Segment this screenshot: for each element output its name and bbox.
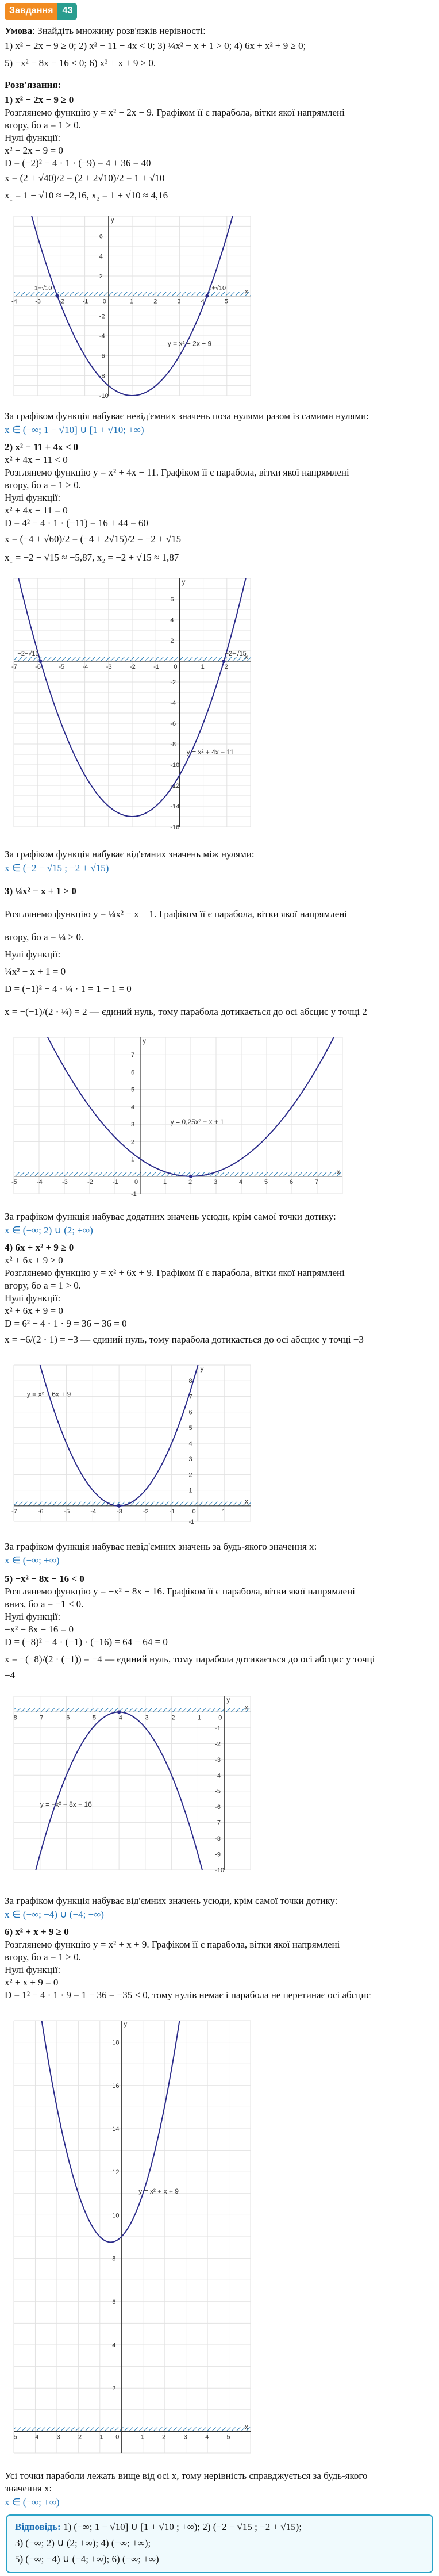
y-tick-label: -2	[215, 1741, 221, 1748]
part4-text: Розглянемо функцію y = x² + 6x + 9. Графіком її є парабола, вітки якої напрямлені	[5, 1267, 345, 1278]
x-tick-label: 3	[214, 1178, 218, 1186]
y-tick-label: -4	[99, 333, 105, 340]
x-tick-label: -5	[90, 1714, 97, 1722]
y-tick-label: 6	[131, 1069, 135, 1076]
answer-label: Відповідь:	[15, 2521, 61, 2532]
y-tick-label: 4	[170, 617, 174, 624]
y-axis-label: y	[182, 578, 186, 586]
zero-label: −2−√15	[17, 650, 39, 657]
part5-text: вниз, бо a = −1 < 0.	[5, 1598, 84, 1609]
zero-point	[222, 660, 226, 663]
y-axis-label: y	[226, 1696, 230, 1704]
x-axis-label: x	[245, 1703, 248, 1712]
zero-point	[117, 1504, 121, 1508]
function-label: y = x² + x + 9	[138, 2187, 179, 2195]
y-tick-label: -1	[215, 1724, 221, 1732]
part4-text: вгору, бо a = 1 > 0.	[5, 1280, 82, 1291]
part6-conclusion-cont: значення x:	[5, 2483, 52, 2494]
x-tick-label: -3	[106, 664, 112, 670]
x-tick-label: -3	[54, 2433, 60, 2441]
part1-answer: x ∈ (−∞; 1 − √10] ∪ [1 + √10; +∞)	[5, 424, 144, 435]
x-tick-label: 4	[201, 298, 205, 305]
x-tick-label: 2	[188, 1178, 192, 1186]
part5-root-cont: −4	[5, 1670, 16, 1681]
y-axis-label: y	[143, 1037, 146, 1045]
x-tick-label: 1	[222, 1508, 226, 1515]
x-tick-label: -1	[113, 1178, 118, 1186]
x-tick-label: -4	[33, 2433, 39, 2441]
y-tick-label: 2	[131, 1138, 135, 1146]
parabola	[14, 1029, 342, 1176]
x-tick-label: 2	[162, 2433, 166, 2441]
x-tick-label: -1	[82, 298, 88, 305]
x-tick-label: -6	[35, 664, 41, 670]
y-tick-label: -8	[99, 373, 105, 380]
y-tick-label: 6	[188, 1409, 192, 1416]
part6-discriminant: D = 1² − 4 · 1 · 9 = 1 − 36 = −35 < 0, тому нулів немає і парабола не перетинає осі абсцис	[5, 1989, 371, 2000]
part4-text: x² + 6x + 9 ≥ 0	[5, 1255, 63, 1266]
y-tick-label: -6	[170, 720, 176, 727]
y-tick-label: -16	[170, 824, 180, 831]
x-tick-label: -3	[117, 1508, 122, 1515]
x-tick-label: 2	[224, 664, 228, 670]
x-tick-label: -4	[82, 664, 88, 670]
part3-text: Розглянемо функцію y = ¼x² − x + 1. Графіком її є парабола, вітки якої напрямлені	[5, 908, 348, 919]
condition-line1: 1) x² − 2x − 9 ≥ 0; 2) x² − 11 + 4x < 0; 3) ¼x² − x + 1 > 0; 4) 6x + x² + 9 ≥ 0;	[5, 40, 306, 51]
y-tick-label: 2	[170, 638, 174, 645]
part3-discriminant: D = (−1)² − 4 · ¼ · 1 = 1 − 1 = 0	[5, 983, 132, 994]
x-tick-label: -3	[62, 1178, 68, 1186]
part5-answer: x ∈ (−∞; −4) ∪ (−4; +∞)	[5, 1909, 104, 1920]
zero-point	[117, 1710, 121, 1713]
graph-6	[6, 2012, 259, 2461]
y-tick-label: 4	[188, 1440, 192, 1447]
part2-answer: x ∈ (−2 − √15 ; −2 + √15)	[5, 862, 109, 873]
graph-1	[6, 208, 259, 404]
x-tick-label: -6	[37, 1508, 44, 1515]
x-tick-label: 5	[226, 2433, 230, 2441]
zero-point	[189, 1175, 192, 1178]
part5-equation: −x² − 8x − 16 = 0	[5, 1624, 74, 1635]
y-tick-label: 7	[188, 1393, 192, 1401]
part1-discriminant: D = (−2)² − 4 · 1 · (−9) = 4 + 36 = 40	[5, 158, 151, 168]
function-label: y = x² + 6x + 9	[26, 1390, 71, 1398]
x-tick-label: 5	[224, 298, 228, 305]
answer-box	[6, 2514, 433, 2573]
part6-title: 6) x² + x + 9 ≥ 0	[5, 1926, 69, 1937]
y-tick-label: 2	[188, 1471, 192, 1479]
y-tick-label: 5	[188, 1424, 192, 1432]
x-tick-label: 1	[163, 1178, 167, 1186]
y-tick-label: 8	[188, 1378, 192, 1385]
part1-roots: x = (2 ± √40)/2 = (2 ± 2√10)/2 = 1 ± √10	[5, 172, 165, 183]
x-tick-label: -4	[117, 1714, 122, 1722]
hatch-band	[14, 2427, 251, 2431]
x-tick-label: -7	[11, 664, 17, 670]
y-tick-label: 3	[188, 1456, 192, 1463]
x-tick-label: -2	[143, 1508, 149, 1515]
graph-5	[6, 1688, 259, 1878]
part2-roots-approx: x₁ = −2 − √15 ≈ −5,87, x₂ = −2 + √15 ≈ 1,87	[5, 552, 179, 563]
function-label: y = x² + 4x − 11	[186, 748, 234, 756]
y-tick-label: 2	[112, 2385, 116, 2393]
x-axis-label: x	[245, 653, 248, 661]
x-tick-label: -6	[64, 1714, 70, 1722]
y-axis-label: y	[124, 2020, 128, 2028]
x-tick-label: 1	[140, 2433, 144, 2441]
part2-equation: x² + 4x − 11 = 0	[5, 505, 68, 516]
y-tick-label: -2	[170, 679, 176, 686]
y-tick-label: 12	[112, 2169, 120, 2176]
part2-text: x² + 4x − 11 < 0	[5, 454, 68, 465]
y-tick-label: 1	[188, 1487, 192, 1494]
part3-text: вгору, бо a = ¼ > 0.	[5, 931, 84, 942]
zero-label: 1+√10	[208, 285, 226, 292]
x-tick-label: 1	[201, 664, 205, 670]
x-tick-label: 4	[239, 1178, 243, 1186]
y-tick-label: 6	[99, 233, 103, 240]
answer-row1	[15, 2521, 302, 2533]
part4-text: Нулі функції:	[5, 1293, 61, 1304]
y-axis-label: y	[200, 1364, 204, 1373]
y-tick-label: -1	[131, 1191, 137, 1198]
part1-roots-approx: x₁ = 1 − √10 ≈ −2,16, x₂ = 1 + √10 ≈ 4,16	[5, 190, 168, 201]
part6-text: вгору, бо a = 1 > 0.	[5, 1952, 82, 1962]
zero-label: 1−√10	[34, 285, 52, 292]
part4-title: 4) 6x + x² + 9 ≥ 0	[5, 1242, 74, 1253]
y-tick-label: -10	[170, 762, 180, 769]
zero-label: −2+√15	[225, 650, 247, 657]
part2-conclusion: За графіком функція набуває від'ємних значень між нулями:	[5, 849, 255, 860]
part5-title: 5) −x² − 8x − 16 < 0	[5, 1573, 84, 1584]
parabola	[14, 1357, 251, 1506]
x-tick-label: -1	[153, 664, 159, 670]
x-tick-label: -2	[169, 1714, 175, 1722]
x-tick-label: -2	[59, 298, 65, 305]
part6-text: Нулі функції:	[5, 1964, 61, 1975]
y-tick-label: -2	[99, 313, 105, 320]
origin-label: 0	[218, 1714, 222, 1722]
y-tick-label: 4	[112, 2342, 116, 2349]
y-tick-label: -6	[99, 352, 105, 360]
condition-line2: 5) −x² − 8x − 16 < 0; 6) x² + x + 9 ≥ 0.	[5, 57, 156, 68]
condition-label: Умова	[5, 25, 33, 36]
answer-row2: 3) (−∞; 2) ∪ (2; +∞); 4) (−∞; +∞);	[15, 2537, 151, 2548]
solution-label: Розв'язання:	[5, 79, 61, 90]
x-tick-label: 6	[290, 1178, 294, 1186]
part1-text: Розглянемо функцію y = x² − 2x − 9. Графіком її є парабола, вітки якої напрямлені	[5, 107, 345, 118]
graph-3	[6, 1029, 351, 1202]
x-tick-label: -2	[87, 1178, 93, 1186]
x-tick-label: -4	[37, 1178, 43, 1186]
part4-root: x = −6/(2 · 1) = −3 — єдиний нуль, тому парабола дотикається до осі абсцис у точці −3	[5, 1334, 364, 1345]
x-axis-label: x	[245, 2422, 248, 2431]
y-tick-label: -9	[215, 1851, 221, 1858]
part6-conclusion: Усі точки параболи лежать вище від осі x, тому нерівність справджується за будь-якого	[5, 2470, 368, 2481]
part4-discriminant: D = 6² − 4 · 1 · 9 = 36 − 36 = 0	[5, 1318, 127, 1329]
x-tick-label: 1	[130, 298, 134, 305]
origin-label: 0	[134, 1178, 138, 1186]
x-tick-label: -3	[35, 298, 41, 305]
x-tick-label: -2	[130, 664, 136, 670]
x-tick-label: -3	[143, 1714, 149, 1722]
condition-intro: Умова: Знайдіть множину розв'язків нерівності:	[5, 25, 206, 36]
x-tick-label: 3	[183, 2433, 187, 2441]
part1-title: 1) x² − 2x − 9 ≥ 0	[5, 94, 74, 105]
zero-point	[205, 294, 209, 298]
y-tick-label: -10	[215, 1867, 225, 1874]
x-axis-label: x	[245, 287, 248, 296]
part2-text: вгору, бо a = 1 > 0.	[5, 480, 82, 490]
part2-discriminant: D = 4² − 4 · 1 · (−11) = 16 + 44 = 60	[5, 518, 148, 528]
y-tick-label: 16	[112, 2082, 120, 2090]
zero-point	[38, 660, 42, 663]
answer-row1-text: 1) (−∞; 1 − √10] ∪ [1 + √10 ; +∞); 2) (−2 − √15 ; −2 + √15);	[63, 2521, 302, 2532]
zero-point	[56, 294, 59, 298]
part5-conclusion: За графіком функція набуває від'ємних значень усюди, крім самої точки дотику:	[5, 1895, 338, 1906]
x-tick-label: -2	[76, 2433, 82, 2441]
y-axis-label: y	[110, 216, 114, 224]
part3-answer: x ∈ (−∞; 2) ∪ (2; +∞)	[5, 1225, 93, 1236]
y-tick-label: 5	[131, 1086, 135, 1094]
y-tick-label: -1	[188, 1519, 195, 1525]
part6-equation: x² + x + 9 = 0	[5, 1977, 59, 1988]
y-tick-label: -7	[215, 1819, 221, 1827]
x-tick-label: -1	[169, 1508, 175, 1515]
y-tick-label: -4	[215, 1772, 221, 1780]
condition-intro-text: Знайдіть множину розв'язків нерівності:	[37, 25, 206, 36]
origin-label: 0	[174, 664, 178, 670]
y-tick-label: -6	[215, 1804, 221, 1811]
part1-text: Нулі функції:	[5, 132, 61, 143]
function-label: y = x² − 2x − 9	[167, 339, 212, 348]
x-tick-label: -5	[59, 664, 65, 670]
part3-text: Нулі функції:	[5, 949, 61, 960]
x-tick-label: 2	[153, 298, 157, 305]
y-tick-label: -8	[170, 741, 176, 748]
function-label: y = 0,25x² − x + 1	[170, 1118, 224, 1126]
part5-text: Нулі функції:	[5, 1611, 61, 1622]
origin-label: 0	[192, 1508, 196, 1515]
x-tick-label: 4	[205, 2433, 209, 2441]
x-tick-label: -7	[37, 1714, 44, 1722]
x-tick-label: -4	[11, 298, 17, 305]
hatch-band	[14, 657, 251, 661]
part6-text: Розглянемо функцію y = x² + x + 9. Графіком її є парабола, вітки якої напрямлені	[5, 1939, 340, 1950]
y-tick-label: 4	[131, 1103, 135, 1111]
y-tick-label: -10	[99, 393, 109, 400]
part4-conclusion: За графіком функція набуває невід'ємних значень за будь-якого значення x:	[5, 1541, 317, 1552]
y-tick-label: -5	[215, 1788, 221, 1795]
x-tick-label: 3	[177, 298, 181, 305]
x-tick-label: -1	[97, 2433, 103, 2441]
hatch-band	[14, 1708, 251, 1712]
x-tick-label: -5	[64, 1508, 70, 1515]
y-tick-label: 6	[112, 2298, 116, 2306]
graph-4	[6, 1357, 259, 1529]
origin-label: 0	[102, 298, 106, 305]
part1-equation: x² − 2x − 9 = 0	[5, 145, 63, 156]
part1-conclusion: За графіком функція набуває невід'ємних значень поза нулями разом із самими нулями:	[5, 411, 369, 421]
part2-roots: x = (−4 ± √60)/2 = (−4 ± 2√15)/2 = −2 ± √15	[5, 534, 182, 545]
answer-row3: 5) (−∞; −4) ∪ (−4; +∞); 6) (−∞; +∞)	[15, 2554, 159, 2564]
y-tick-label: -14	[170, 803, 180, 810]
y-tick-label: 4	[99, 253, 103, 260]
task-badge	[5, 3, 77, 20]
y-tick-label: 8	[112, 2255, 116, 2263]
x-tick-label: -5	[11, 1178, 17, 1186]
part2-text: Розглянемо функцію y = x² + 4x − 11. Графіком її є парабола, вітки якої напрямлені	[5, 467, 349, 478]
x-axis-label: x	[337, 1167, 340, 1176]
part2-title: 2) x² − 11 + 4x < 0	[5, 442, 79, 453]
part4-equation: x² + 6x + 9 = 0	[5, 1305, 63, 1316]
graph-2	[6, 570, 259, 835]
y-tick-label: 3	[131, 1121, 135, 1129]
part1-text: вгору, бо a = 1 > 0.	[5, 120, 82, 131]
origin-label: 0	[115, 2433, 120, 2441]
part5-text: Розглянемо функцію y = −x² − 8x − 16. Графіком її є парабола, вітки якої напрямлені	[5, 1586, 355, 1597]
task-label: Завдання	[5, 3, 57, 20]
part3-conclusion: За графіком функція набуває додатних значень усюди, крім самої точки дотику:	[5, 1211, 336, 1222]
y-tick-label: 2	[99, 273, 103, 280]
hatch-band	[14, 292, 251, 296]
part5-discriminant: D = (−8)² − 4 · (−1) · (−16) = 64 − 64 = 0	[5, 1636, 168, 1647]
part5-root: x = −(−8)/(2 · (−1)) = −4 — єдиний нуль, тому парабола дотикається до осі абсцис у точці	[5, 1654, 375, 1665]
x-tick-label: -5	[11, 2433, 17, 2441]
y-tick-label: -12	[170, 783, 180, 789]
part6-answer: x ∈ (−∞; +∞)	[5, 2497, 60, 2508]
x-axis-label: x	[245, 1497, 248, 1505]
y-tick-label: -4	[170, 700, 176, 707]
part3-root: x = −(−1)/(2 · ¼) = 2 — єдиний нуль, тому парабола дотикається до осі абсцис у точці 2	[5, 1006, 367, 1017]
y-tick-label: 10	[112, 2212, 120, 2220]
x-tick-label: 7	[315, 1178, 319, 1186]
part3-equation: ¼x² − x + 1 = 0	[5, 966, 66, 977]
y-tick-label: -8	[215, 1835, 221, 1843]
part3-title: 3) ¼x² − x + 1 > 0	[5, 885, 76, 896]
parabola	[14, 2012, 251, 2242]
x-tick-label: -8	[11, 1714, 17, 1722]
part4-answer: x ∈ (−∞; +∞)	[5, 1555, 60, 1566]
x-tick-label: -1	[195, 1714, 202, 1722]
x-tick-label: -7	[11, 1508, 17, 1515]
y-tick-label: 18	[112, 2039, 120, 2046]
function-label: y = −x² − 8x − 16	[40, 1800, 92, 1809]
task-number: 43	[57, 3, 77, 20]
y-tick-label: 7	[131, 1052, 135, 1059]
y-tick-label: -3	[215, 1756, 221, 1764]
y-tick-label: 14	[112, 2126, 120, 2133]
y-tick-label: 6	[170, 596, 174, 603]
x-tick-label: -4	[90, 1508, 97, 1515]
y-tick-label: 1	[131, 1156, 135, 1163]
part2-text: Нулі функції:	[5, 492, 61, 503]
x-tick-label: 5	[264, 1178, 268, 1186]
